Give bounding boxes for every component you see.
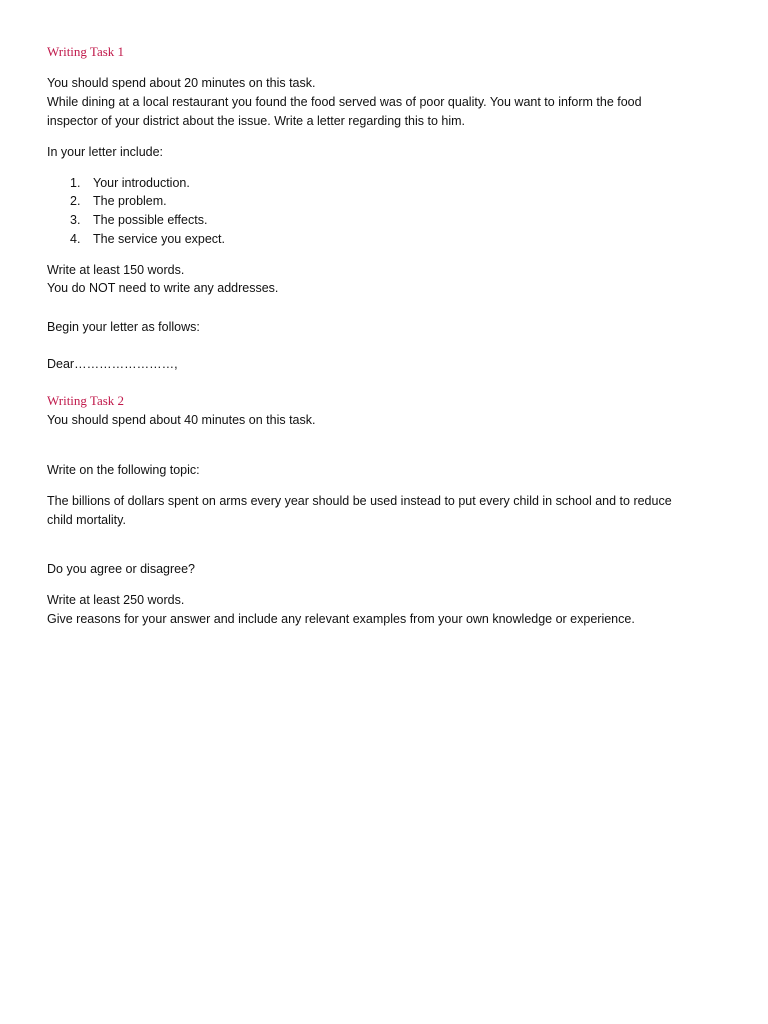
task1-word-count: Write at least 150 words. xyxy=(47,263,185,277)
task2-topic-line2: child mortality. xyxy=(47,513,126,527)
task1-prompt-line1: While dining at a local restaurant you found the food served was of poor quality. You want to inform the food xyxy=(47,95,642,109)
task1-begin: Begin your letter as follows: xyxy=(47,320,200,334)
task2-heading: Writing Task 2 xyxy=(47,393,125,408)
task1-prompt-line2: inspector of your district about the issue. Write a letter regarding this to him. xyxy=(47,114,466,128)
task1-time: You should spend about 20 minutes on this task. xyxy=(47,76,316,90)
list-item-text: Your introduction. xyxy=(93,176,190,190)
list-item-number: 2. xyxy=(70,194,81,208)
task2-time: You should spend about 40 minutes on this task. xyxy=(47,413,316,427)
task2-word-count: Write at least 250 words. xyxy=(47,593,185,607)
task1-salutation: Dear……………………, xyxy=(47,357,178,371)
task2-reasons: Give reasons for your answer and include any relevant examples from your own knowledge or experience. xyxy=(47,612,635,626)
list-item-number: 1. xyxy=(70,176,81,190)
list-item-text: The service you expect. xyxy=(93,232,226,246)
task1-heading: Writing Task 1 xyxy=(47,44,125,59)
list-item-text: The problem. xyxy=(93,194,167,208)
list-item-number: 3. xyxy=(70,213,81,227)
task2-topic-intro: Write on the following topic: xyxy=(47,463,200,477)
task1-addresses: You do NOT need to write any addresses. xyxy=(47,281,279,295)
task1-include-intro: In your letter include: xyxy=(47,145,164,159)
task2-question: Do you agree or disagree? xyxy=(47,562,196,576)
task2-topic-line1: The billions of dollars spent on arms every year should be used instead to put every child in school and to reduce xyxy=(47,494,672,508)
list-item-text: The possible effects. xyxy=(93,213,208,227)
list-item-number: 4. xyxy=(70,232,81,246)
